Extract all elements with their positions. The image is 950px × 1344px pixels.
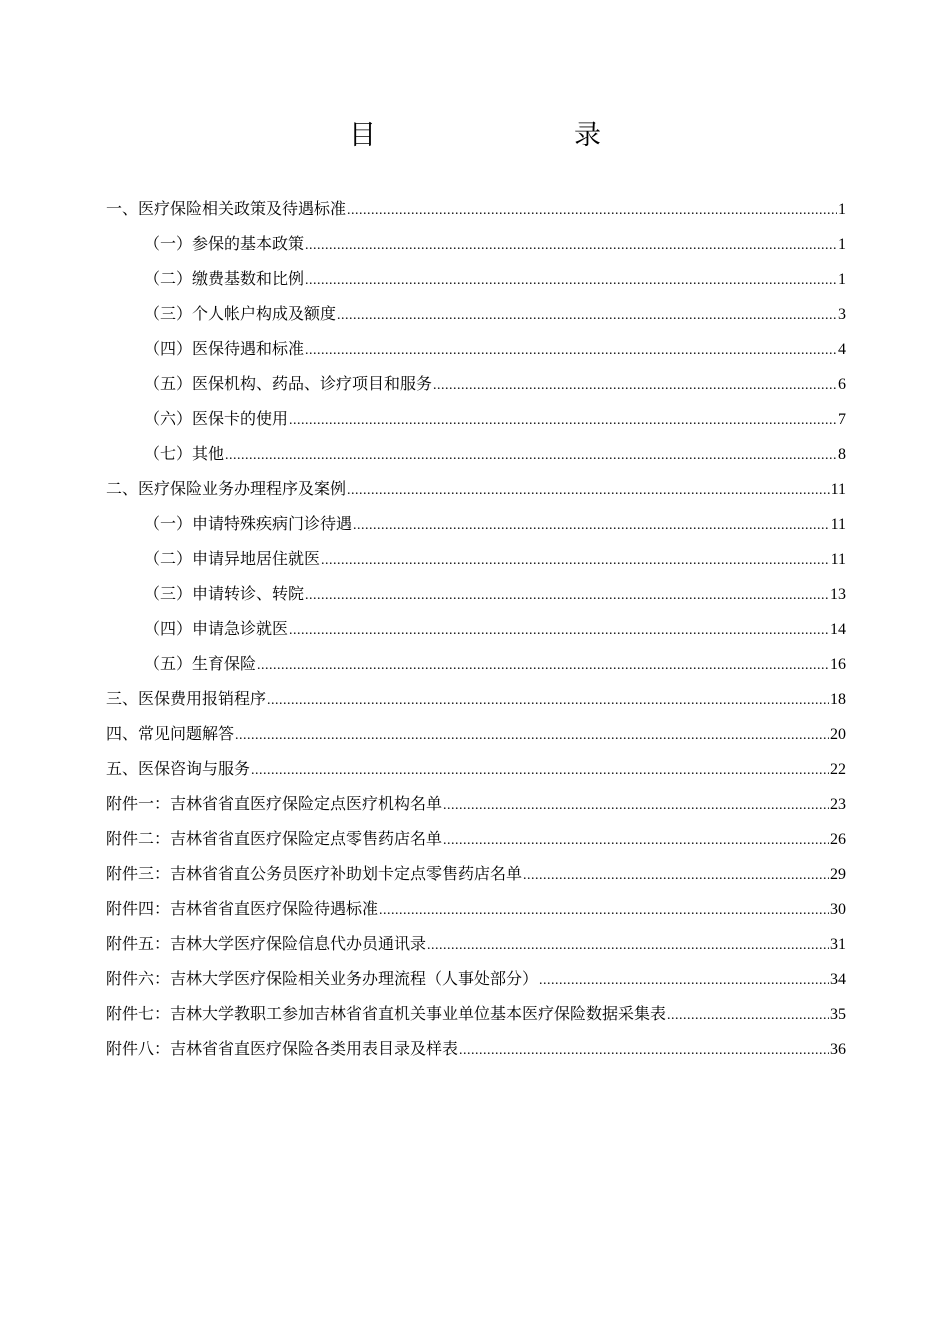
toc-page-number: 22 xyxy=(830,761,846,778)
toc-title: 目 录 xyxy=(349,120,649,151)
toc-entry-title: （二）申请异地居住就医 xyxy=(144,549,321,568)
dot-leader xyxy=(257,648,829,683)
toc-section-entry[interactable] xyxy=(106,996,846,1031)
dot-leader xyxy=(379,893,829,928)
toc-page-number: 11 xyxy=(830,551,846,568)
toc-page-number: 34 xyxy=(830,971,846,988)
dot-leader xyxy=(523,858,829,893)
toc-entry-title: （七）其他 xyxy=(144,444,225,463)
dot-leader xyxy=(289,613,829,648)
toc-entry-title: 附件二：吉林省省直医疗保险定点零售药店名单 xyxy=(106,829,443,848)
dot-leader xyxy=(443,788,829,823)
toc-page-number: 1 xyxy=(838,201,846,218)
toc-page-number: 1 xyxy=(838,236,846,253)
toc-subsection-entry[interactable] xyxy=(106,436,846,471)
toc-entry-title: 附件六：吉林大学医疗保险相关业务办理流程（人事处部分） xyxy=(106,969,539,988)
toc-page-number: 26 xyxy=(830,831,846,848)
toc-section-entry[interactable] xyxy=(106,856,846,891)
toc-section-entry[interactable] xyxy=(106,471,846,506)
toc-subsection-entry[interactable] xyxy=(106,646,846,681)
toc-entry-title: 附件八：吉林省省直医疗保险各类用表目录及样表 xyxy=(106,1039,459,1058)
dot-leader xyxy=(347,473,830,508)
toc-page-number: 4 xyxy=(838,341,846,358)
dot-leader xyxy=(353,508,830,543)
toc-entry-title: （三）个人帐户构成及额度 xyxy=(144,304,337,323)
toc-section-entry[interactable] xyxy=(106,891,846,926)
toc-subsection-entry[interactable] xyxy=(106,296,846,331)
toc-subsection-entry[interactable] xyxy=(106,331,846,366)
toc-subsection-entry[interactable] xyxy=(106,401,846,436)
toc-page-number: 7 xyxy=(838,411,846,428)
toc-entry-title: （六）医保卡的使用 xyxy=(144,409,289,428)
toc-entry-title: （四）医保待遇和标准 xyxy=(144,339,305,358)
dot-leader xyxy=(251,753,829,788)
toc-section-entry[interactable] xyxy=(106,786,846,821)
toc-entry-title: （五）生育保险 xyxy=(144,654,257,673)
toc-page-number: 36 xyxy=(830,1041,846,1058)
toc-page-number: 35 xyxy=(830,1006,846,1023)
toc-page-number: 20 xyxy=(830,726,846,743)
toc-entry-title: 附件一：吉林省省直医疗保险定点医疗机构名单 xyxy=(106,794,443,813)
toc-entry-title: 附件七：吉林大学教职工参加吉林省省直机关事业单位基本医疗保险数据采集表 xyxy=(106,1004,667,1023)
toc-page-number: 16 xyxy=(830,656,846,673)
toc-page-number: 30 xyxy=(830,901,846,918)
toc-section-entry[interactable] xyxy=(106,716,846,751)
toc-entry-title: 附件三：吉林省省直公务员医疗补助划卡定点零售药店名单 xyxy=(106,864,523,883)
toc-entry-title: （二）缴费基数和比例 xyxy=(144,269,305,288)
toc-subsection-entry[interactable] xyxy=(106,576,846,611)
dot-leader xyxy=(225,438,837,473)
toc-subsection-entry[interactable] xyxy=(106,226,846,261)
dot-leader xyxy=(337,298,837,333)
toc-page-number: 31 xyxy=(830,936,846,953)
toc-entry-title: （四）申请急诊就医 xyxy=(144,619,289,638)
toc-section-entry[interactable] xyxy=(106,961,846,996)
table-of-contents xyxy=(106,191,846,1066)
toc-subsection-entry[interactable] xyxy=(106,541,846,576)
toc-entry-title: （五）医保机构、药品、诊疗项目和服务 xyxy=(144,374,433,393)
toc-page-number: 11 xyxy=(830,516,846,533)
toc-entry-title: （三）申请转诊、转院 xyxy=(144,584,305,603)
toc-page-number: 8 xyxy=(838,446,846,463)
toc-page-number: 6 xyxy=(838,376,846,393)
toc-entry-title: 三、医保费用报销程序 xyxy=(106,689,267,708)
toc-section-entry[interactable] xyxy=(106,751,846,786)
dot-leader xyxy=(305,263,837,298)
toc-entry-title: 一、医疗保险相关政策及待遇标准 xyxy=(106,199,347,218)
dot-leader xyxy=(321,543,830,578)
dot-leader xyxy=(427,928,829,963)
dot-leader xyxy=(267,683,829,718)
toc-entry-title: 附件五：吉林大学医疗保险信息代办员通讯录 xyxy=(106,934,427,953)
toc-section-entry[interactable] xyxy=(106,926,846,961)
toc-page-number: 13 xyxy=(830,586,846,603)
toc-subsection-entry[interactable] xyxy=(106,366,846,401)
toc-entry-title: 附件四：吉林省省直医疗保险待遇标准 xyxy=(106,899,379,918)
toc-page-number: 18 xyxy=(830,691,846,708)
dot-leader xyxy=(305,578,829,613)
dot-leader xyxy=(305,228,837,263)
toc-section-entry[interactable] xyxy=(106,681,846,716)
dot-leader xyxy=(539,963,829,998)
toc-section-entry[interactable] xyxy=(106,1031,846,1066)
toc-entry-title: 二、医疗保险业务办理程序及案例 xyxy=(106,479,347,498)
toc-subsection-entry[interactable] xyxy=(106,261,846,296)
toc-entry-title: （一）参保的基本政策 xyxy=(144,234,305,253)
dot-leader xyxy=(235,718,829,753)
toc-page-number: 3 xyxy=(838,306,846,323)
toc-subsection-entry[interactable] xyxy=(106,506,846,541)
toc-page-number: 23 xyxy=(830,796,846,813)
dot-leader xyxy=(433,368,837,403)
toc-entry-title: 四、常见问题解答 xyxy=(106,724,235,743)
toc-subsection-entry[interactable] xyxy=(106,611,846,646)
toc-entry-title: （一）申请特殊疾病门诊待遇 xyxy=(144,514,353,533)
toc-page-number: 11 xyxy=(830,481,846,498)
dot-leader xyxy=(305,333,837,368)
toc-entry-title: 五、医保咨询与服务 xyxy=(106,759,251,778)
toc-section-entry[interactable] xyxy=(106,821,846,856)
dot-leader xyxy=(459,1033,829,1068)
toc-section-entry[interactable] xyxy=(106,191,846,226)
dot-leader xyxy=(443,823,829,858)
dot-leader xyxy=(289,403,837,438)
toc-page-number: 14 xyxy=(830,621,846,638)
toc-page-number: 29 xyxy=(830,866,846,883)
dot-leader xyxy=(347,193,837,228)
toc-page-number: 1 xyxy=(838,271,846,288)
dot-leader xyxy=(667,998,829,1033)
